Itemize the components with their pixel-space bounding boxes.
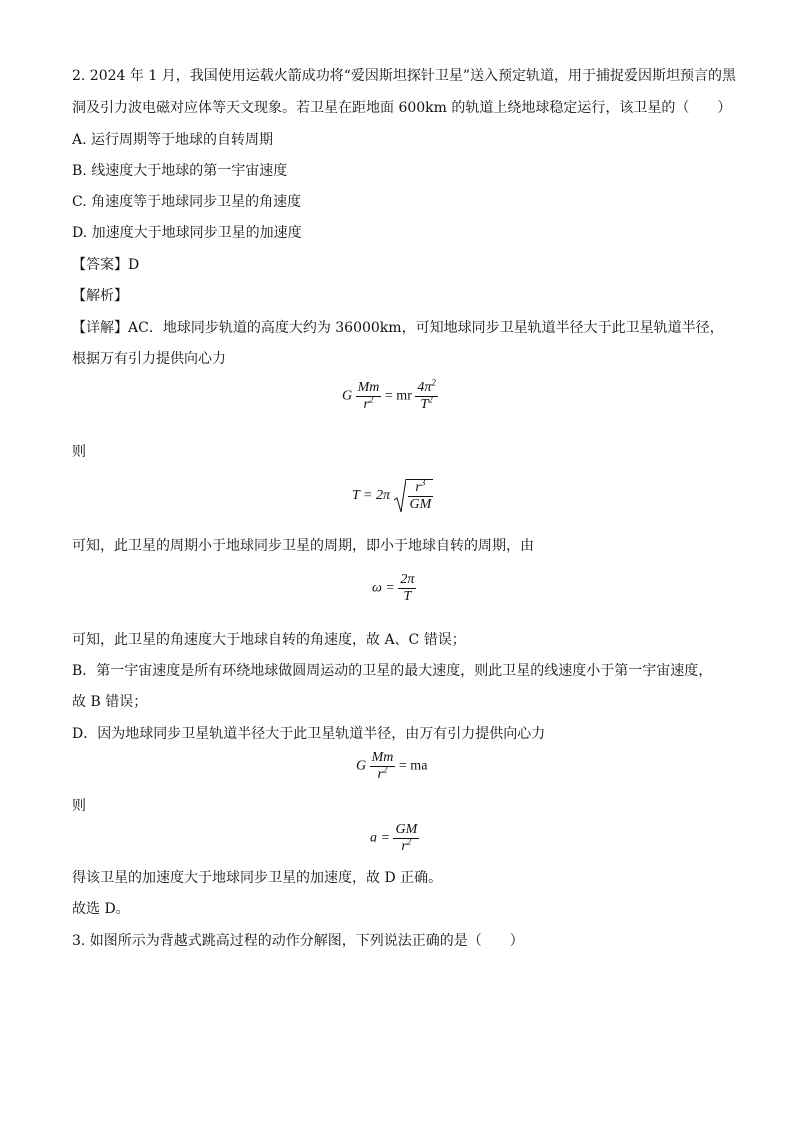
fraction-mm-r2	[356, 380, 382, 413]
analysis-heading: 【解析】	[72, 288, 128, 304]
formula-gravitation-period	[342, 377, 438, 413]
formula-equals-ma: = ma	[398, 758, 428, 774]
detail-line2: 根据万有引力提供向心力	[72, 351, 226, 367]
option-c: C. 角速度等于地球同步卫星的角速度	[72, 194, 302, 210]
text-8: 得该卫星的加速度大于地球同步卫星的加速度，故 D 正确。	[72, 870, 443, 886]
text-7: D．因为地球同步卫星轨道半径大于此卫星轨道半径，由万有引力提供向心力	[72, 726, 546, 742]
sqrt	[394, 478, 434, 514]
answer: 【答案】D	[72, 257, 140, 273]
fraction-4pi2-t2	[415, 377, 438, 413]
ze-1: 则	[72, 444, 86, 460]
formula-angular-velocity	[372, 572, 416, 605]
numerator: GM	[395, 822, 418, 837]
denominator: T	[403, 589, 412, 604]
numerator: $r^3$	[408, 480, 434, 497]
formula-lhs: ω =	[372, 580, 395, 596]
numerator: Mm	[357, 380, 380, 395]
ze-2: 则	[72, 798, 86, 814]
numerator: 2π	[400, 572, 415, 587]
formula-lhs: a =	[370, 830, 390, 846]
formula-acceleration	[370, 822, 419, 855]
text-5: B．第一宇宙速度是所有环绕地球做圆周运动的卫星的最大速度，则此卫星的线速度小于第一宇宙速度，	[72, 663, 713, 679]
denominator: $r^2$	[401, 836, 412, 854]
option-a: A. 运行周期等于地球的自转周期	[72, 132, 274, 148]
detail-line1: 【详解】AC．地球同步轨道的高度大约为 36000km，可知地球同步卫星轨道半径大于此卫星轨道半径，	[72, 320, 724, 336]
fraction-mm-r2	[370, 750, 396, 783]
formula-equals-mr: = mr	[384, 388, 412, 404]
denominator: $r^2$	[377, 764, 388, 782]
text-3: 可知，此卫星的周期小于地球同步卫星的周期，即小于地球自转的周期，由	[72, 538, 534, 554]
question2-stem-line1: 2. 2024 年 1 月，我国使用运载火箭成功将“爱因斯坦探针卫星”送入预定轨道，用于捕捉爱因斯坦预言的黑	[72, 68, 737, 84]
numerator: Mm	[371, 750, 394, 765]
formula-g: G	[356, 758, 367, 774]
radical-sign-icon	[394, 478, 406, 514]
formula-gravitation-acceleration	[356, 750, 427, 783]
radicand-fraction	[406, 479, 434, 513]
formula-period	[352, 478, 433, 514]
text-6: 故 B 错误；	[72, 694, 148, 710]
text-4: 可知，此卫星的角速度大于地球自转的角速度，故 A、C 错误；	[72, 632, 466, 648]
question3-stem: 3. 如图所示为背越式跳高过程的动作分解图，下列说法正确的是（ ）	[72, 933, 524, 949]
denominator: GM	[409, 497, 432, 512]
question2-stem-line2: 洞及引力波电磁对应体等天文现象。若卫星在距地面 600km 的轨道上绕地球稳定运行，该卫星的（ ）	[72, 100, 732, 116]
text-9: 故选 D。	[72, 901, 130, 917]
denominator: $r^2$	[363, 394, 374, 412]
numerator: $4\pi^2$	[417, 377, 436, 395]
fraction-2pi-t	[398, 572, 416, 605]
formula-g: G	[342, 388, 353, 404]
formula-lhs: T = 2π	[352, 488, 390, 504]
fraction-gm-r2	[393, 822, 419, 855]
denominator: $T^2$	[420, 394, 433, 412]
option-b: B. 线速度大于地球的第一宇宙速度	[72, 163, 288, 179]
option-d: D. 加速度大于地球同步卫星的加速度	[72, 225, 302, 241]
